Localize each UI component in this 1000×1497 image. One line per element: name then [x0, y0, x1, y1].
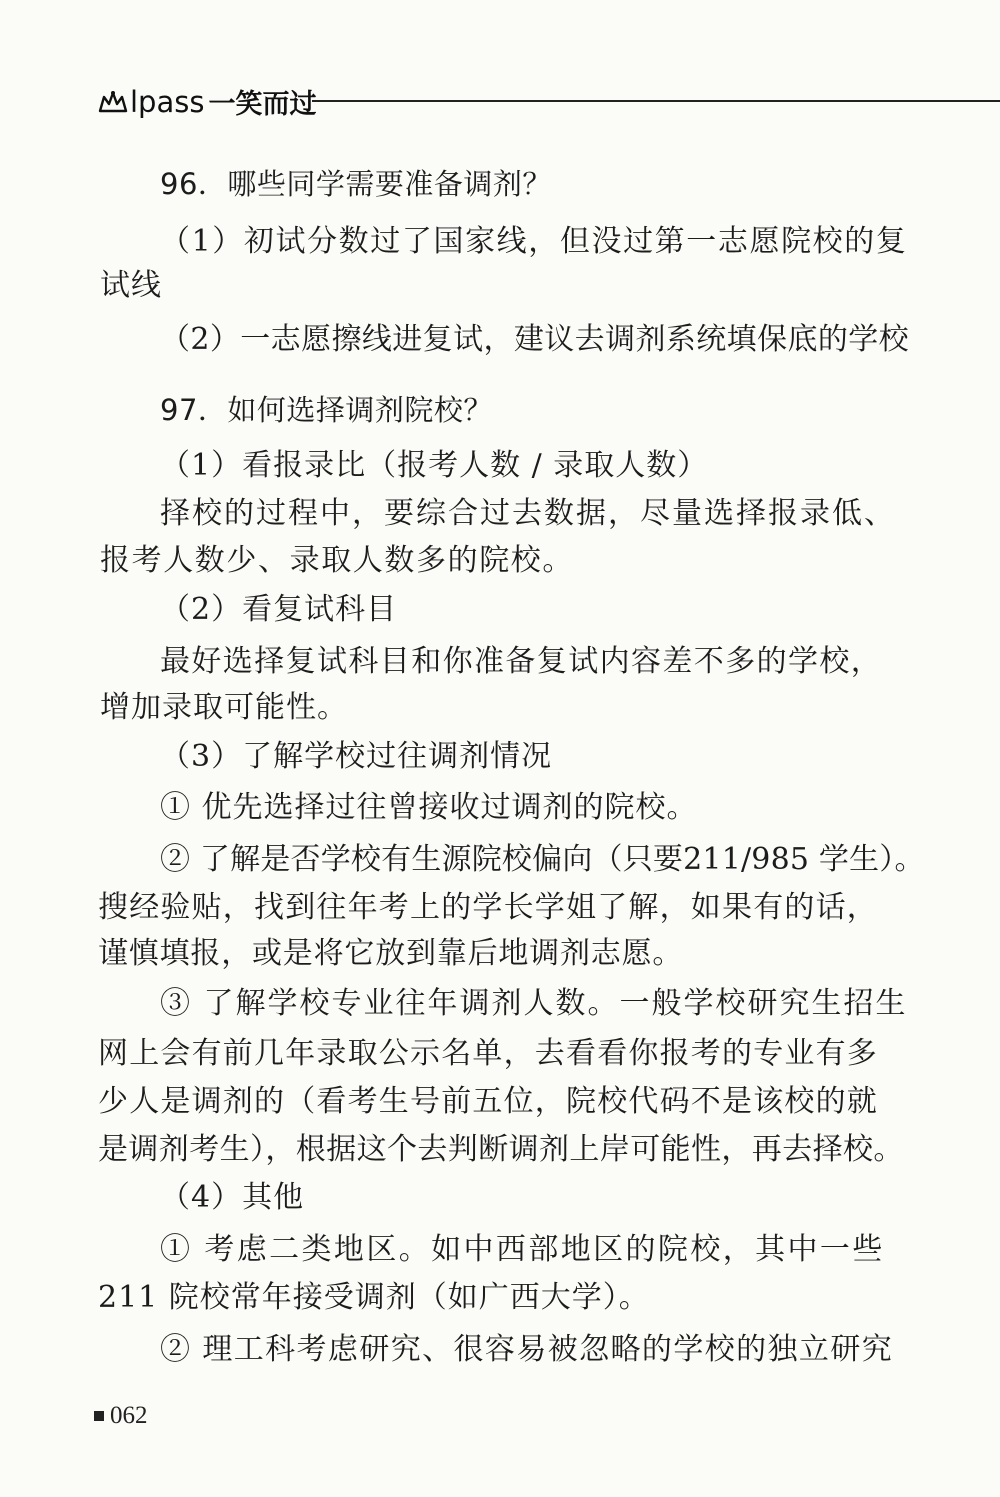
q97-section-3-point-3: ③ 了解学校专业往年调剂人数。一般学校研究生招生 — [160, 986, 908, 1021]
q97-section-1-paragraph: 择校的过程中，要综合过去数据，尽量选择报录低、 — [160, 496, 896, 531]
question-96-title: 96．哪些同学需要准备调剂？ — [160, 167, 552, 201]
q97-section-3-point-3-cont-2: 少人是调剂的（看考生号前五位，院校代码不是该校的就 — [98, 1084, 878, 1119]
q97-section-4-point-1: ① 考虑二类地区。如中西部地区的院校，其中一些 — [160, 1232, 885, 1267]
q97-section-2-paragraph: 最好选择复试科目和你准备复试内容差不多的学校， — [160, 644, 883, 679]
q97-section-3-point-3-cont-3: 是调剂考生），根据这个去判断调剂上岸可能性，再去择校。 — [98, 1132, 904, 1167]
running-header — [98, 80, 1000, 124]
q97-section-3-point-2-cont-1: 搜经验贴，找到往年考上的学长学姐了解，如果有的话， — [98, 890, 878, 925]
brand — [98, 82, 316, 121]
square-bullet-icon — [94, 1411, 104, 1421]
brand-name: lpass — [130, 84, 205, 119]
header-rule — [312, 100, 1000, 102]
q96-item-1-cont: 试线 — [100, 268, 162, 303]
q97-section-3-heading: （3）了解学校过往调剂情况 — [160, 739, 553, 774]
q97-section-4-point-1-cont: 211 院校常年接受调剂（如广西大学）。 — [98, 1280, 650, 1315]
q97-section-4-heading: （4）其他 — [160, 1180, 305, 1215]
crown-logo-icon — [98, 89, 128, 115]
q97-section-3-point-1: ① 优先选择过往曾接收过调剂的院校。 — [160, 790, 698, 825]
q97-section-2-heading: （2）看复试科目 — [160, 592, 398, 627]
q97-section-2-paragraph-cont: 增加录取可能性。 — [100, 690, 348, 725]
question-97-title: 97．如何选择调剂院校？ — [160, 393, 493, 427]
q97-section-3-point-2-cont-2: 谨慎填报，或是将它放到靠后地调剂志愿。 — [98, 936, 684, 971]
q96-item-1: （1）初试分数过了国家线，但没过第一志愿院校的复 — [160, 224, 908, 259]
brand-slogan: 一笑而过 — [208, 89, 317, 120]
page-number: 062 — [110, 1402, 148, 1429]
q97-section-3-point-3-cont-1: 网上会有前几年录取公示名单，去看看你报考的专业有多 — [98, 1036, 878, 1071]
q97-section-3-point-2: ② 了解是否学校有生源院校偏向（只要211/985 学生）。 — [160, 842, 925, 877]
page-footer — [94, 1402, 148, 1430]
q97-section-4-point-2: ② 理工科考虑研究、很容易被忽略的学校的独立研究 — [160, 1332, 894, 1367]
q97-section-1-paragraph-cont: 报考人数少、录取人数多的院校。 — [100, 543, 574, 578]
q97-section-1-heading: （1）看报录比（报考人数 / 录取人数） — [160, 448, 709, 483]
q96-item-2: （2）一志愿擦线进复试，建议去调剂系统填保底的学校 — [160, 322, 910, 357]
